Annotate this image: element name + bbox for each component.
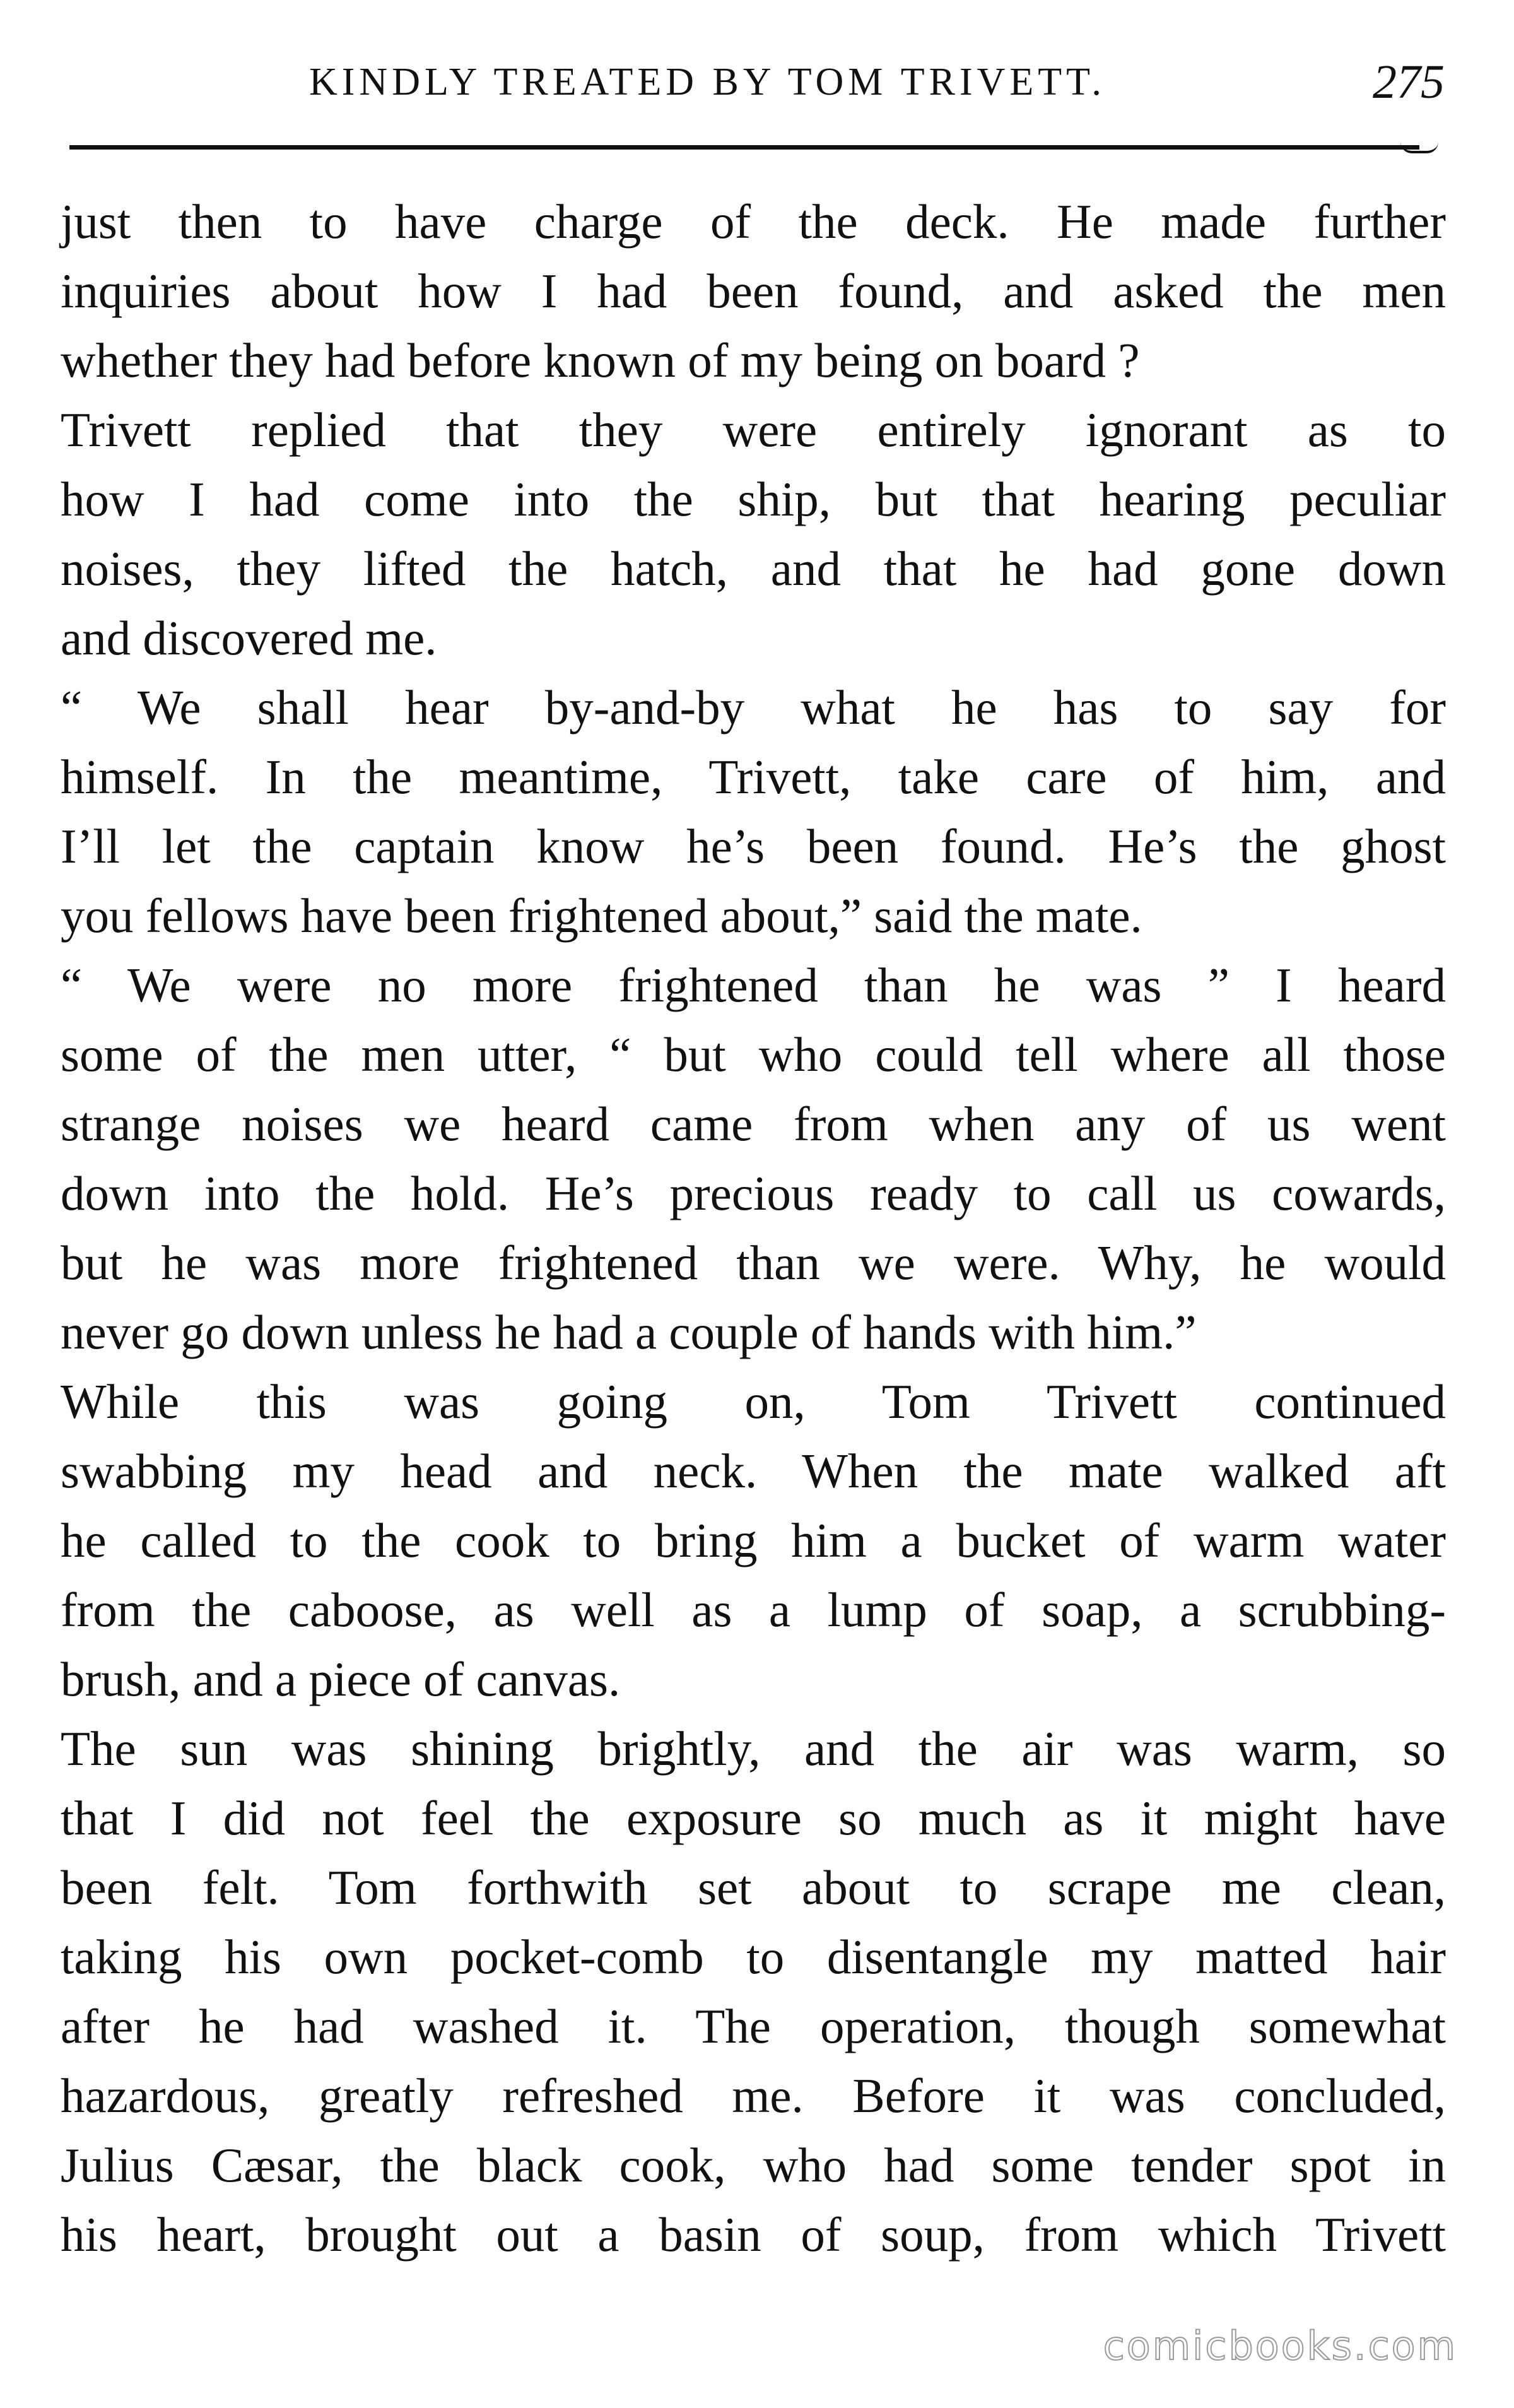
text-line: inquiries about how I had been found, and asked the men — [61, 264, 1446, 318]
text-line: down into the hold. He’s precious ready to call us cowards, — [61, 1166, 1446, 1220]
text-line: brush, and a piece of canvas. — [61, 1652, 621, 1706]
header-rule — [69, 145, 1419, 150]
header-rule-ornament — [1400, 142, 1438, 153]
text-line: swabbing my head and neck. When the mate walked aft — [61, 1444, 1446, 1498]
watermark: comicbooks.com — [1103, 2323, 1457, 2369]
page-number: 275 — [1373, 56, 1445, 109]
text-line: himself. In the meantime, Trivett, take care of him, and — [61, 750, 1446, 804]
running-head — [69, 54, 1445, 110]
text-line: whether they had before known of my being on board ? — [61, 333, 1140, 387]
text-line: Trivett replied that they were entirely ignorant as to — [61, 403, 1446, 457]
text-line: his heart, brought out a basin of soup, from which Trivett — [61, 2207, 1446, 2262]
text-line: “ We shall hear by-and-by what he has to say for — [61, 680, 1446, 735]
text-line: “ We were no more frightened than he was ” I heard — [61, 958, 1446, 1012]
text-line: hazardous, greatly refreshed me. Before it was concluded, — [61, 2069, 1446, 2123]
text-line: after he had washed it. The operation, though somewhat — [61, 1999, 1446, 2053]
text-line: some of the men utter, “ but who could tell where all those — [61, 1027, 1446, 1082]
text-line: strange noises we heard came from when any of us went — [61, 1097, 1446, 1151]
text-line: you fellows have been frightened about,” said the mate. — [61, 888, 1142, 943]
running-title: KINDLY TREATED BY TOM TRIVETT. — [309, 61, 1106, 103]
text-line: how I had come into the ship, but that hearing peculiar — [61, 472, 1446, 526]
text-line: just then to have charge of the deck. He made further — [61, 194, 1446, 249]
text-line: taking his own pocket-comb to disentangle my matted hair — [61, 1930, 1446, 1984]
text-line: been felt. Tom forthwith set about to scrape me clean, — [61, 1860, 1446, 1915]
text-line: The sun was shining brightly, and the air was warm, so — [61, 1721, 1446, 1776]
text-line: and discovered me. — [61, 611, 437, 665]
text-line: he called to the cook to bring him a bucket of warm water — [61, 1513, 1446, 1567]
text-line: Julius Cæsar, the black cook, who had some tender spot in — [61, 2138, 1446, 2192]
body-text — [61, 187, 1446, 2269]
text-line: from the caboose, as well as a lump of soap, a scrubbing- — [61, 1583, 1446, 1637]
text-line: noises, they lifted the hatch, and that he had gone down — [61, 541, 1446, 596]
text-line: but he was more frightened than we were. Why, he would — [61, 1236, 1446, 1290]
text-line: I’ll let the captain know he’s been found. He’s the ghost — [61, 819, 1446, 873]
text-line: that I did not feel the exposure so much as it might have — [61, 1791, 1446, 1845]
text-line: never go down unless he had a couple of hands with him.” — [61, 1305, 1197, 1359]
text-line: While this was going on, Tom Trivett continued — [61, 1374, 1446, 1429]
